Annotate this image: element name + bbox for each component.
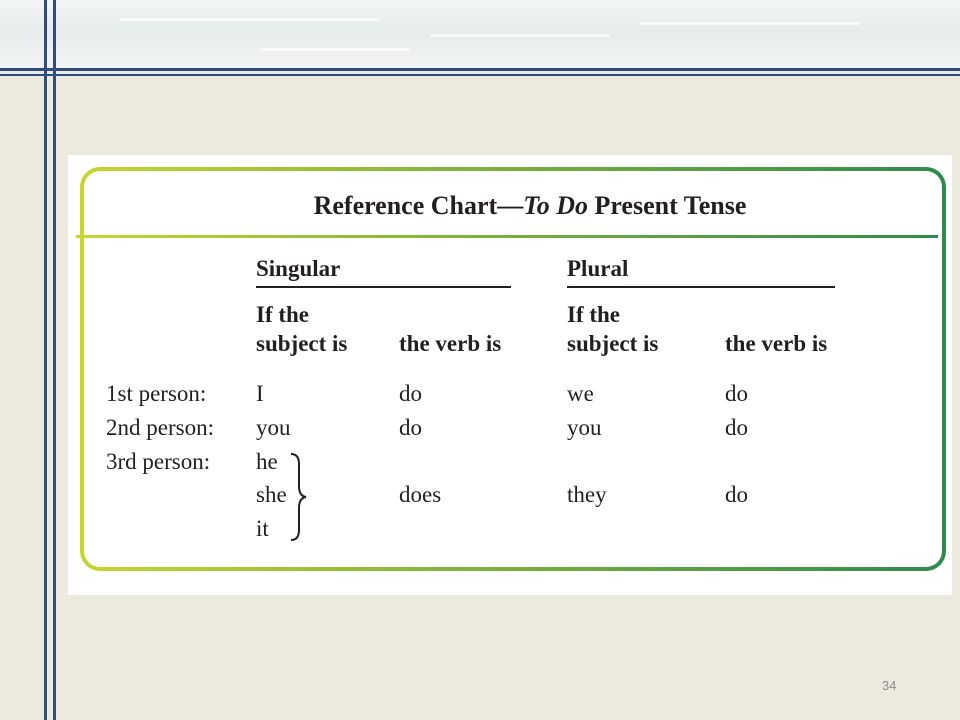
chart-title-italic: To Do <box>523 191 588 220</box>
row-plur-verb: do <box>725 381 748 406</box>
row-plur-subject: we <box>567 381 594 406</box>
row-plur-verb: do <box>725 415 748 440</box>
texture-streak <box>430 34 610 37</box>
texture-streak <box>260 48 410 51</box>
row-sing-subject: she <box>256 482 287 507</box>
plural-underline <box>567 286 835 288</box>
row-person-label: 2nd person: <box>106 415 214 440</box>
chart-title <box>68 191 952 221</box>
brace-icon <box>288 452 308 542</box>
row-sing-subject: you <box>256 415 291 440</box>
plur-subject-header-line2: subject is <box>567 331 659 356</box>
row-plur-subject: you <box>567 415 602 440</box>
plur-subject-header-line1: If the <box>567 302 621 327</box>
side-rule-right <box>53 0 56 720</box>
row-person-label: 3rd person: <box>106 449 211 474</box>
chart-title-prefix: Reference Chart— <box>313 191 524 220</box>
sing-subject-header-line2: subject is <box>256 331 348 356</box>
row-plur-subject: they <box>567 482 607 507</box>
row-person-label: 1st person: <box>106 381 207 406</box>
header-rule-top <box>0 68 960 71</box>
texture-streak <box>640 22 860 25</box>
sing-verb-header: the verb is <box>399 331 502 356</box>
row-sing-verb: do <box>399 381 422 406</box>
reference-chart-image <box>68 155 952 595</box>
plur-verb-header: the verb is <box>725 331 828 356</box>
chart-title-suffix: Present Tense <box>587 191 747 220</box>
row-sing-verb: does <box>399 482 442 507</box>
texture-streak <box>120 18 380 21</box>
header-band <box>0 0 960 68</box>
singular-underline <box>256 286 511 288</box>
row-sing-subject: it <box>256 516 269 541</box>
chart-frame <box>80 167 946 571</box>
group-singular: Singular <box>256 256 341 281</box>
sing-subject-header-line1: If the <box>256 302 310 327</box>
row-sing-verb: do <box>399 415 422 440</box>
page-number: 34 <box>882 678 897 693</box>
row-sing-subject: I <box>256 381 264 406</box>
group-plural: Plural <box>567 256 629 281</box>
row-sing-subject: he <box>256 449 278 474</box>
title-divider <box>76 235 938 238</box>
side-rule-left <box>44 0 47 720</box>
header-rule-bottom <box>0 74 960 76</box>
row-plur-verb: do <box>725 482 748 507</box>
